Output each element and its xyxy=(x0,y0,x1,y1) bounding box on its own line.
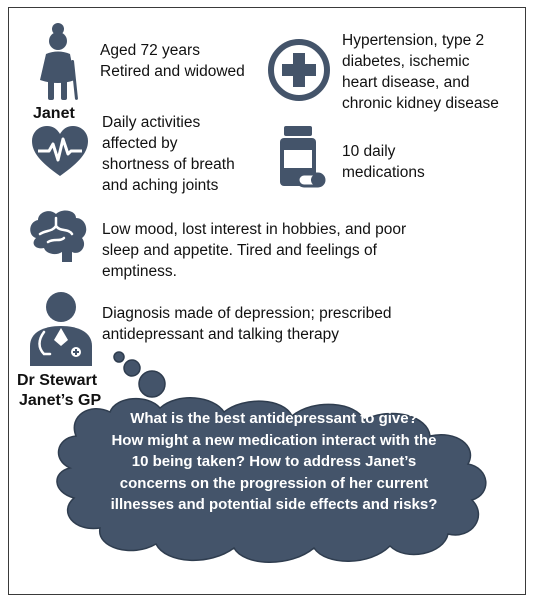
question-line: concerns on the progression of her current xyxy=(119,474,429,492)
thought-cloud-text xyxy=(86,408,462,516)
patient-name: Janet xyxy=(33,105,75,122)
symptom-line: Daily activities xyxy=(102,114,201,131)
diagnosis-line: antidepressant and talking therapy xyxy=(102,326,339,343)
brain-icon xyxy=(26,208,90,264)
doctor-name: Dr Stewart xyxy=(17,372,98,389)
symptom-line: affected by xyxy=(102,135,178,152)
condition-line: Hypertension, type 2 xyxy=(342,32,485,49)
symptom-line: shortness of breath xyxy=(102,156,235,173)
question-line: illnesses and potential side effects and risks? xyxy=(110,496,438,513)
doctor-role: Janet’s GP xyxy=(19,392,102,409)
symptom-line: and aching joints xyxy=(102,177,219,194)
medication-line: 10 daily xyxy=(342,143,396,160)
patient-age: Aged 72 years xyxy=(100,42,200,59)
mood-line: sleep and appetite. Tired and feelings of xyxy=(102,242,377,259)
condition-line: chronic kidney disease xyxy=(342,95,499,112)
elderly-woman-icon xyxy=(28,20,90,102)
condition-line: heart disease, and xyxy=(342,74,470,91)
mood-line: Low mood, lost interest in hobbies, and poor xyxy=(102,221,407,238)
question-line: 10 being taken? How to address Janet’s xyxy=(131,453,417,470)
medication-line: medications xyxy=(342,164,425,181)
medical-cross-icon xyxy=(267,38,331,102)
diagnosis-line: Diagnosis made of depression; prescribed xyxy=(102,305,392,322)
condition-line: diabetes, ischemic xyxy=(342,53,470,70)
mood-line: emptiness. xyxy=(102,263,177,280)
medicine-bottle-icon xyxy=(278,124,328,192)
patient-status: Retired and widowed xyxy=(100,63,245,80)
question-line: What is the best antidepressant to give? xyxy=(130,410,418,427)
question-line: How might a new medication interact with the xyxy=(111,431,437,449)
heart-pulse-icon xyxy=(30,124,90,180)
